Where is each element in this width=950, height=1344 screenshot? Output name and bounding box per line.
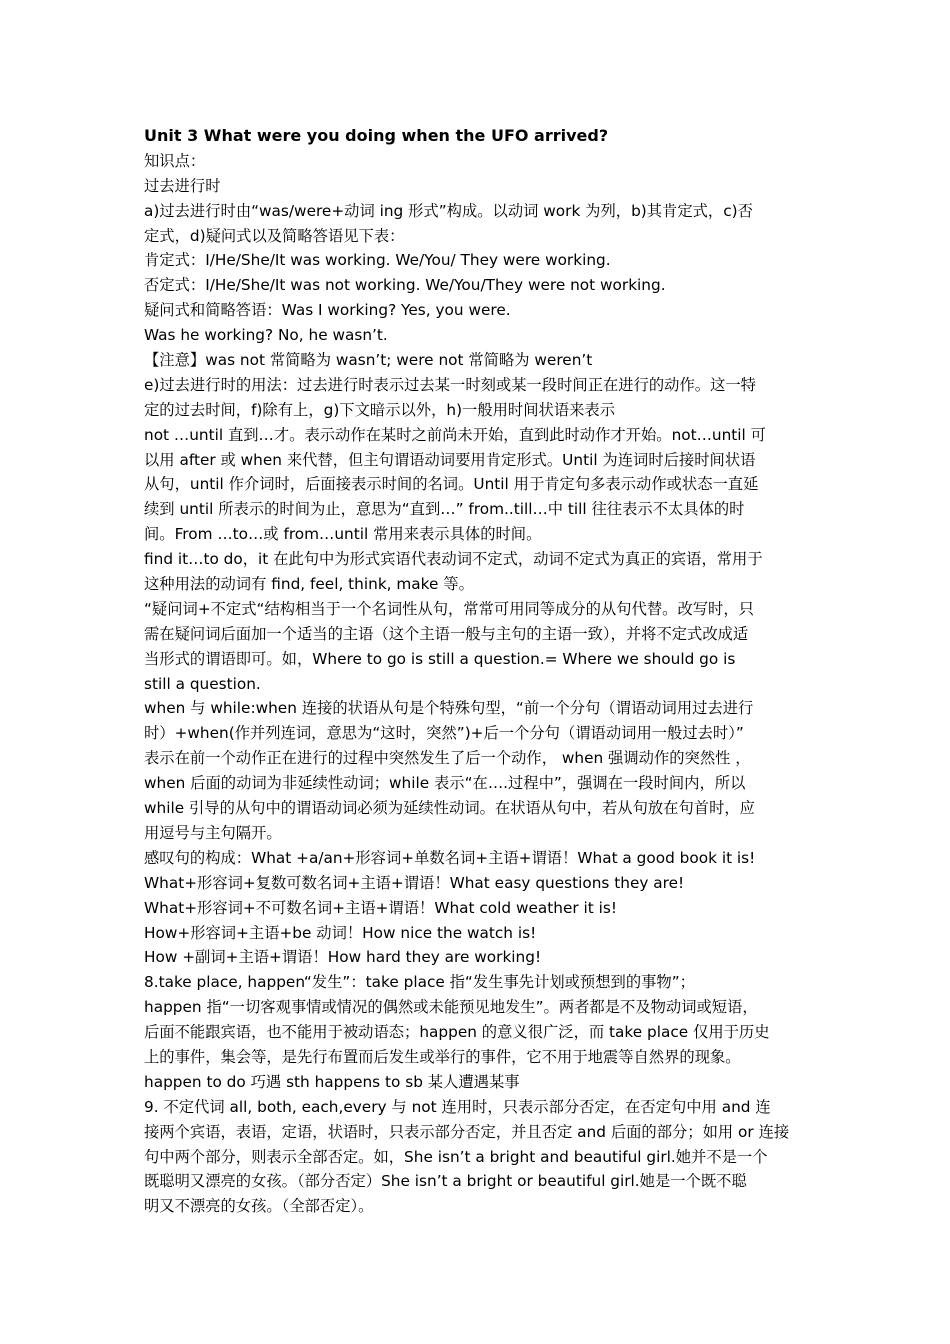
text-line: 需在疑问词后面加一个适当的主语（这个主语一般与主句的主语一致），并将不定式改成适 xyxy=(144,624,749,643)
text-line: 接两个宾语，表语，定语，状语时，只表示部分否定，并且否定 and 后面的部分；如用 or 连接 xyxy=(144,1122,790,1141)
text-line: 从句，until 作介词时，后面接表示时间的名词。Until 用于肯定句多表示动作或状态一直延 xyxy=(144,475,759,494)
text-line: 【注意】was not 常简略为 wasn’t; were not 常简略为 weren’t xyxy=(144,351,593,370)
text-line: 否定式：I/He/She/It was not working. We/You/They were not working. xyxy=(144,276,666,295)
text-line: when 与 while:when 连接的状语从句是个特殊句型，“前一个分句（谓语动词用过去进行 xyxy=(144,699,754,718)
text-line: 定的过去时间，f)除有上，g)下文暗示以外，h)一般用时间状语来表示 xyxy=(144,400,616,419)
text-line: happen to do 巧遇 sth happens to sb 某人遭遇某事 xyxy=(144,1072,520,1091)
text-line: How+形容词+主语+be 动词！How nice the watch is! xyxy=(144,923,537,942)
text-line: What+形容词+复数可数名词+主语+谓语！What easy questions they are! xyxy=(144,873,685,892)
text-line: Was he working? No, he wasn’t. xyxy=(144,326,388,345)
text-line: 这种用法的动词有 find, feel, think, make 等。 xyxy=(144,575,474,594)
text-line: 知识点： xyxy=(144,151,206,170)
text-line: 用逗号与主句隔开。 xyxy=(144,823,282,842)
text-line: How +副词+主语+谓语！How hard they are working! xyxy=(144,948,542,967)
text-line: 感叹句的构成：What +a/an+形容词+单数名词+主语+谓语！What a good book it is! xyxy=(144,848,756,867)
text-line: not …until 直到…才。表示动作在某时之前尚未开始，直到此时动作才开始。not…until 可 xyxy=(144,425,766,444)
text-line: e)过去进行时的用法：过去进行时表示过去某一时刻或某一段时间正在进行的动作。这一特 xyxy=(144,375,756,394)
document-title: Unit 3 What were you doing when the UFO arrived? xyxy=(144,126,609,145)
text-line: “疑问词+不定式“结构相当于一个名词性从句，常常可用同等成分的从句代替。改写时，只 xyxy=(144,599,754,618)
text-line: 8.take place, happen“发生”：take place 指“发生事先计划或预想到的事物”； xyxy=(144,973,695,992)
text-line: 过去进行时 xyxy=(144,176,221,195)
text-line: What+形容词+不可数名词+主语+谓语！What cold weather it is! xyxy=(144,898,617,917)
text-line: a)过去进行时由“was/were+动词 ing 形式”构成。以动词 work 为列，b)其肯定式，c)否 xyxy=(144,201,753,220)
text-line: 定式，d)疑问式以及简略答语见下表： xyxy=(144,226,405,245)
text-line: 表示在前一个动作正在进行的过程中突然发生了后一个动作， when 强调动作的突然性 ， xyxy=(144,749,751,768)
text-line: 时）+when(作并列连词，意思为“这时，突然”)+后一个分句（谓语动词用一般过去时）” xyxy=(144,724,744,743)
text-line: 以用 after 或 when 来代替，但主句谓语动词要用肯定形式。Until 为连词时后接时间状语 xyxy=(144,450,756,469)
text-line: still a question. xyxy=(144,674,261,693)
text-line: while 引导的从句中的谓语动词必须为延续性动词。在状语从句中，若从句放在句首时，应 xyxy=(144,799,755,818)
document-text xyxy=(144,149,814,1219)
text-line: 后面不能跟宾语，也不能用于被动语态；happen 的意义很广泛，而 take place 仅用于历史 xyxy=(144,1023,770,1042)
text-line: 上的事件，集会等，是先行布置而后发生或举行的事件，它不用于地震等自然界的现象。 xyxy=(144,1047,741,1066)
text-line: 肯定式：I/He/She/It was working. We/You/ They were working. xyxy=(144,251,611,270)
text-line: find it…to do，it 在此句中为形式宾语代表动词不定式，动词不定式为真正的宾语，常用于 xyxy=(144,550,763,569)
text-line: 当形式的谓语即可。如，Where to go is still a question.= Where we should go is xyxy=(144,649,736,668)
text-line: 疑问式和简略答语：Was I working? Yes, you were. xyxy=(144,301,511,320)
text-line: 明又不漂亮的女孩。（全部否定）。 xyxy=(144,1197,374,1216)
text-line: when 后面的动词为非延续性动词；while 表示“在….过程中”，强调在一段时间内，所以 xyxy=(144,774,746,793)
text-line: 既聪明又漂亮的女孩。（部分否定）She isn’t a bright or beautiful girl.她是一个既不聪 xyxy=(144,1172,747,1191)
text-line: 9. 不定代词 all, both, each,every 与 not 连用时，只表示部分否定，在否定句中用 and 连 xyxy=(144,1097,771,1116)
text-line: 续到 until 所表示的时间为止，意思为“直到…” from..till…中 till 往往表示不太具体的时 xyxy=(144,500,745,519)
text-line: 句中两个部分，则表示全部否定。如，She isn’t a bright and beautiful girl.她并不是一个 xyxy=(144,1147,768,1166)
document-body xyxy=(144,124,814,1219)
text-line: 间。From …to…或 from…until 常用来表示具体的时间。 xyxy=(144,525,542,544)
text-line: happen 指“一切客观事情或情况的偶然或未能预见地发生”。两者都是不及物动词或短语， xyxy=(144,998,758,1017)
